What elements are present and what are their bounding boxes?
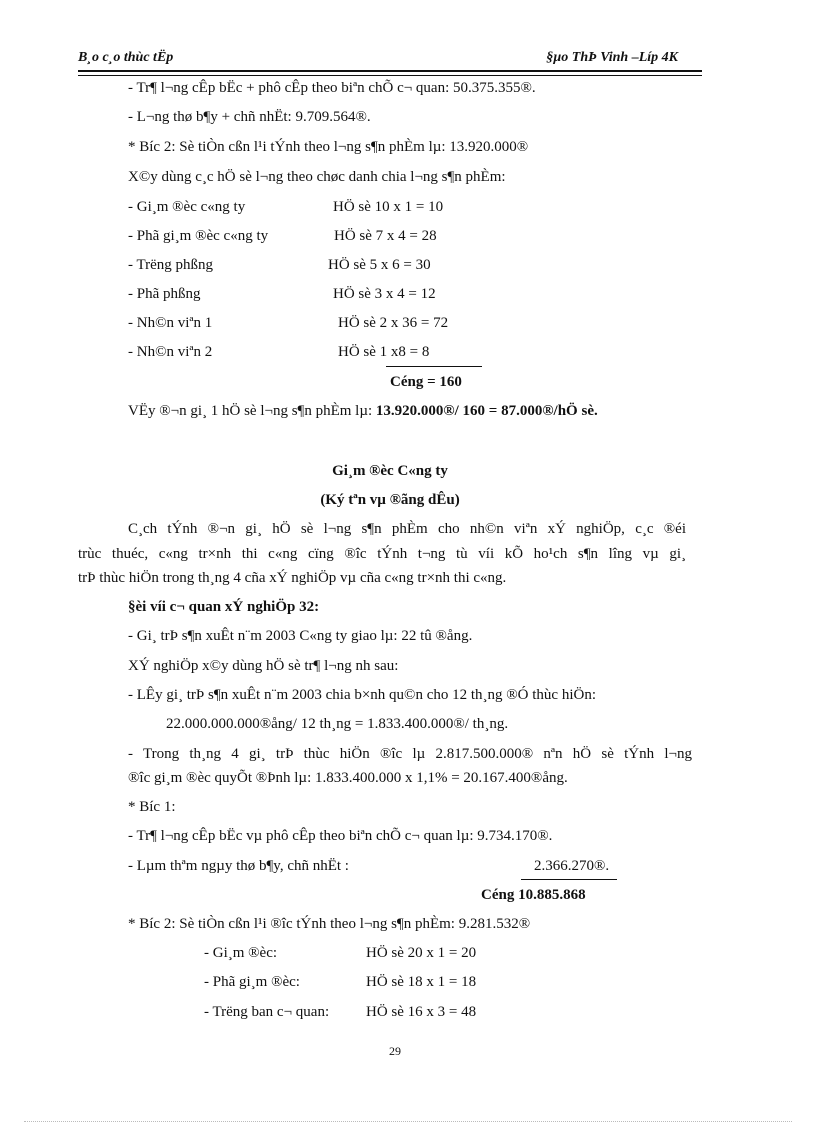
coeff-name: - Nh©n viªn 1: [128, 315, 213, 331]
paragraph-line: C¸ch tÝnh ®¬n gi¸ hÖ sè l¬ng s¶n phÈm cho nh©n viªn xÝ nghiÖp, c¸c ®éi: [128, 521, 686, 537]
coeff-name: - Phã gi¸m ®èc c«ng ty: [128, 228, 269, 244]
text-line: * Bíc 1:: [128, 799, 176, 815]
coeff-value: HÖ sè 18 x 1 = 18: [366, 974, 477, 990]
header-right: §µo ThÞ Vinh –Líp 4K: [546, 50, 678, 65]
coeff-name: - Nh©n viªn 2: [128, 344, 213, 360]
coeff-value: HÖ sè 1 x8 = 8: [338, 344, 430, 360]
text-line: * Bíc 2: Sè tiÒn cßn l¹i tÝnh theo l¬ng s¶n phÈm lµ: 13.920.000®: [128, 139, 529, 155]
paragraph-line: trùc thuéc, c«ng tr×nh thi c«ng cïng ®îc tÝnh t¬ng tù víi kÕ ho¹ch s¶n lîng vµ gi¸: [78, 546, 686, 562]
header-rule-thick: [78, 70, 702, 72]
text-line: - Trong th¸ng 4 gi¸ trÞ thùc hiÖn ®îc lµ 2.817.500.000® nªn hÖ sè tÝnh l¬ng: [128, 746, 692, 762]
text-line: ®îc gi¸m ®èc quyÕt ®Þnh lµ: 1.833.400.000 x 1,1% = 20.167.400®ång.: [128, 770, 568, 786]
coeff-name: - Trëng phßng: [128, 257, 214, 273]
coeff-value: HÖ sè 20 x 1 = 20: [366, 945, 477, 961]
coeff-value: HÖ sè 7 x 4 = 28: [334, 228, 437, 244]
coeff-value: HÖ sè 5 x 6 = 30: [328, 257, 431, 273]
text-line: 22.000.000.000®ång/ 12 th¸ng = 1.833.400.000®/ th¸ng.: [166, 716, 509, 732]
coeff-name: - Gi¸m ®èc:: [204, 945, 278, 961]
signature-subtitle: (Ký tªn vµ ®ãng dÊu): [320, 492, 460, 508]
total-line: Céng = 160: [390, 374, 462, 390]
sum-underline: [386, 366, 482, 367]
total-line: Céng 10.885.868: [481, 887, 586, 903]
sum-underline: [521, 879, 617, 880]
coeff-value: HÖ sè 16 x 3 = 48: [366, 1004, 477, 1020]
text-line: X©y dùng c¸c hÖ sè l¬ng theo chøc danh chia l¬ng s¶n phÈm:: [128, 169, 506, 185]
text-line: - Lµm thªm ngµy thø b¶y, chñ nhËt :: [128, 858, 349, 874]
text-line: - L¬ng thø b¶y + chñ nhËt: 9.709.564®.: [128, 109, 371, 125]
coeff-name: - Gi¸m ®èc c«ng ty: [128, 199, 246, 215]
coeff-value: HÖ sè 2 x 36 = 72: [338, 315, 449, 331]
paragraph-line: trÞ thùc hiÖn trong th¸ng 4 cña xÝ nghiÖp vµ cña c«ng tr×nh thi c«ng.: [78, 570, 507, 586]
text-line: - Gi¸ trÞ s¶n xuÊt n¨m 2003 C«ng ty giao lµ: 22 tû ®ång.: [128, 628, 473, 644]
header-rule-thin: [78, 75, 702, 76]
coeff-value: HÖ sè 10 x 1 = 10: [333, 199, 444, 215]
coeff-name: - Phã gi¸m ®èc:: [204, 974, 300, 990]
page-number: 29: [389, 1044, 401, 1058]
text-line: - LÊy gi¸ trÞ s¶n xuÊt n¨m 2003 chia b×nh qu©n cho 12 th¸ng ®Ó thùc hiÖn:: [128, 687, 596, 703]
page-header: [78, 48, 702, 70]
section-heading: §èi víi c¬ quan xÝ nghiÖp 32:: [128, 599, 320, 615]
unit-price-prefix: VËy ®¬n gi¸ 1 hÖ sè l¬ng s¶n phÈm lµ:: [128, 403, 376, 419]
text-line: * Bíc 2: Sè tiÒn cßn l¹i ®îc tÝnh theo l¬ng s¶n phÈm: 9.281.532®: [128, 916, 531, 932]
page-bottom-divider: [24, 1121, 792, 1122]
unit-price-value: 13.920.000®/ 160 = 87.000®/hÖ sè.: [375, 403, 598, 419]
coeff-name: - Phã phßng: [128, 286, 201, 302]
header-left: B¸o c¸o thùc tËp: [78, 50, 174, 65]
unit-price-line: [128, 401, 598, 421]
coeff-value: HÖ sè 3 x 4 = 12: [333, 286, 436, 302]
text-line: - Tr¶ l¬ng cÊp bËc vµ phô cÊp theo biªn chÕ c¬ quan lµ: 9.734.170®.: [128, 828, 553, 844]
text-line: XÝ nghiÖp x©y dùng hÖ sè tr¶ l¬ng nh sau:: [128, 658, 399, 674]
text-line: - Tr¶ l¬ng cÊp bËc + phô cÊp theo biªn chÕ c¬ quan: 50.375.355®.: [128, 80, 536, 96]
text-line-value: 2.366.270®.: [534, 858, 610, 874]
signature-title: Gi¸m ®èc C«ng ty: [332, 463, 448, 479]
coeff-name: - Trëng ban c¬ quan:: [204, 1004, 330, 1020]
